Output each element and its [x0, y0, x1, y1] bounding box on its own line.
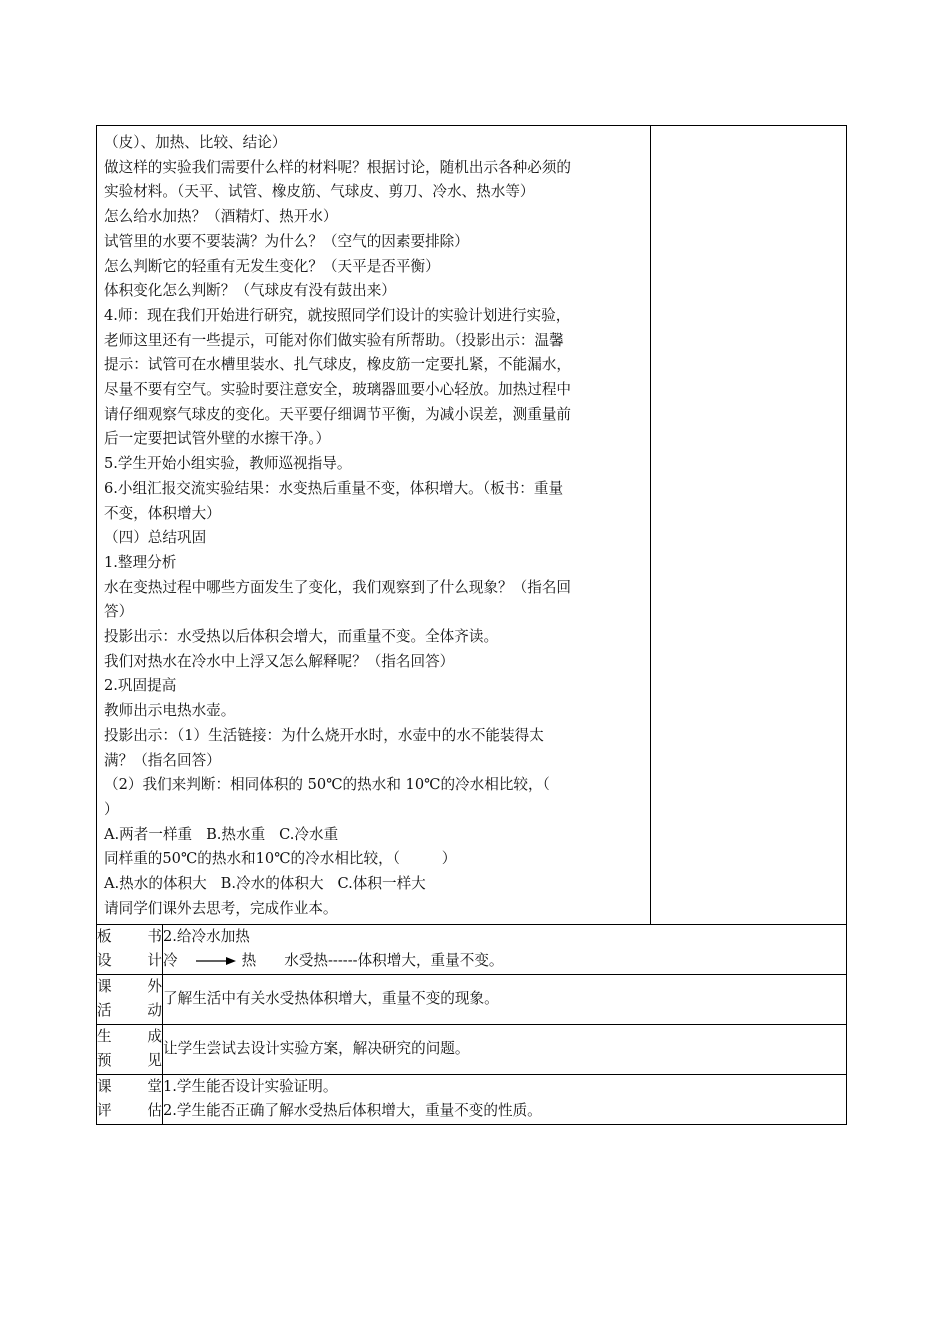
class-evaluation-label-top: 课 堂	[97, 1077, 162, 1095]
generation-preview-content	[163, 1024, 847, 1074]
body-line: 水在变热过程中哪些方面发生了变化，我们观察到了什么现象？（指名回	[104, 578, 572, 596]
generation-preview-row	[97, 1024, 847, 1074]
body-line: （皮）、加热、比较、结论）	[104, 134, 287, 151]
class-evaluation-row	[97, 1074, 847, 1124]
body-line: 不变，体积增大）	[104, 504, 221, 522]
body-line: 怎么判断它的轻重有无发生变化？（天平是否平衡）	[104, 257, 440, 275]
teaching-process-row	[97, 126, 847, 925]
body-line: 6.小组汇报交流实验结果：水变热后重量不变，体积增大。（板书：重量	[104, 479, 564, 497]
board-design-content	[163, 924, 847, 974]
body-line: （四）总结巩固	[104, 529, 207, 547]
body-line: 4.师：现在我们开始进行研究，就按照同学们设计的实验计划进行实验，	[104, 306, 571, 324]
body-line: 满？（指名回答）	[104, 751, 221, 769]
body-line: 1.整理分析	[104, 553, 177, 571]
body-line: 我们对热水在冷水中上浮又怎么解释呢？（指名回答）	[104, 652, 455, 670]
teaching-process-text	[97, 126, 650, 924]
body-line: 试管里的水要不要装满？为什么？（空气的因素要排除）	[104, 232, 469, 250]
extra-activity-label-top: 课 外	[97, 977, 162, 995]
body-line: （2）我们来判断：相同体积的 50℃的热水和 10℃的冷水相比较，（	[104, 776, 550, 794]
board-design-label	[97, 924, 163, 974]
extra-activity-content	[163, 974, 847, 1024]
body-line: 同样重的50℃的热水和10℃的冷水相比较，（ ）	[104, 850, 457, 868]
body-line: 提示：试管可在水槽里装水、扎气球皮，橡皮筋一定要扎紧，不能漏水，	[104, 356, 572, 374]
board-design-hot: 热	[241, 952, 257, 969]
body-line: 2.巩固提高	[104, 677, 177, 695]
right-arrow-icon	[196, 956, 236, 966]
body-line: 5.学生开始小组实验，教师巡视指导。	[104, 455, 352, 473]
class-evaluation-content	[163, 1074, 847, 1124]
extra-activity-label-bottom: 活动	[97, 1002, 162, 1019]
body-line: 做这样的实验我们需要什么样的材料呢？根据讨论，随机出示各种必须的	[104, 158, 572, 176]
board-design-result: 水受热------体积增大，重量不变。	[284, 952, 504, 969]
class-evaluation-label	[97, 1074, 163, 1124]
notes-column-cell	[651, 126, 847, 925]
class-evaluation-item-2: 2.学生能否正确了解水受热后体积增大，重量不变的性质。	[163, 1102, 542, 1119]
body-line: ）	[104, 800, 119, 818]
body-line: 投影出示：（1）生活链接：为什么烧开水时，水壶中的水不能装得太	[104, 726, 544, 744]
body-line: 答）	[104, 603, 134, 621]
lesson-plan-page	[96, 125, 846, 1125]
body-line: 教师出示电热水壶。	[104, 702, 236, 720]
extra-activity-label	[97, 974, 163, 1024]
class-evaluation-label-bottom: 评估	[97, 1102, 162, 1119]
body-line: 实验材料。（天平、试管、橡皮筋、气球皮、剪刀、冷水、热水等）	[104, 183, 535, 201]
body-line: A.热水的体积大 B.冷水的体积大 C.体积一样大	[104, 875, 426, 893]
board-design-line-2	[163, 949, 846, 974]
extra-activity-row	[97, 974, 847, 1024]
board-design-line-1: 2.给冷水加热	[163, 927, 250, 945]
body-line: 怎么给水加热？（酒精灯、热开水）	[104, 208, 338, 226]
body-line: A.两者一样重 B.热水重 C.冷水重	[104, 825, 339, 843]
body-line: 体积变化怎么判断？（气球皮有没有鼓出来）	[104, 282, 396, 300]
generation-preview-text: 让学生尝试去设计实验方案，解决研究的问题。	[163, 1039, 470, 1057]
generation-preview-label-top: 生 成	[97, 1027, 162, 1045]
generation-preview-label	[97, 1024, 163, 1074]
board-design-label-top: 板 书	[97, 927, 162, 945]
body-line: 老师这里还有一些提示，可能对你们做实验有所帮助。（投影出示：温馨	[104, 331, 564, 349]
body-line: 尽量不要有空气。实验时要注意安全，玻璃器皿要小心轻放。加热过程中	[104, 381, 572, 399]
class-evaluation-item-1: 1.学生能否设计实验证明。	[163, 1077, 338, 1095]
board-design-cold: 冷	[163, 952, 178, 969]
board-design-label-bottom: 设计	[97, 952, 162, 969]
body-line: 后一定要把试管外壁的水擦干净。）	[104, 430, 331, 448]
lesson-plan-table	[96, 125, 847, 1125]
body-line: 请同学们课外去思考，完成作业本。	[104, 899, 338, 917]
body-line: 投影出示：水受热以后体积会增大，而重量不变。全体齐读。	[104, 628, 499, 646]
board-design-row	[97, 924, 847, 974]
extra-activity-text: 了解生活中有关水受热体积增大，重量不变的现象。	[163, 989, 499, 1007]
teaching-process-cell	[97, 126, 651, 925]
generation-preview-label-bottom: 预见	[97, 1052, 162, 1069]
body-line: 请仔细观察气球皮的变化。天平要仔细调节平衡，为减小误差，测重量前	[104, 405, 572, 423]
